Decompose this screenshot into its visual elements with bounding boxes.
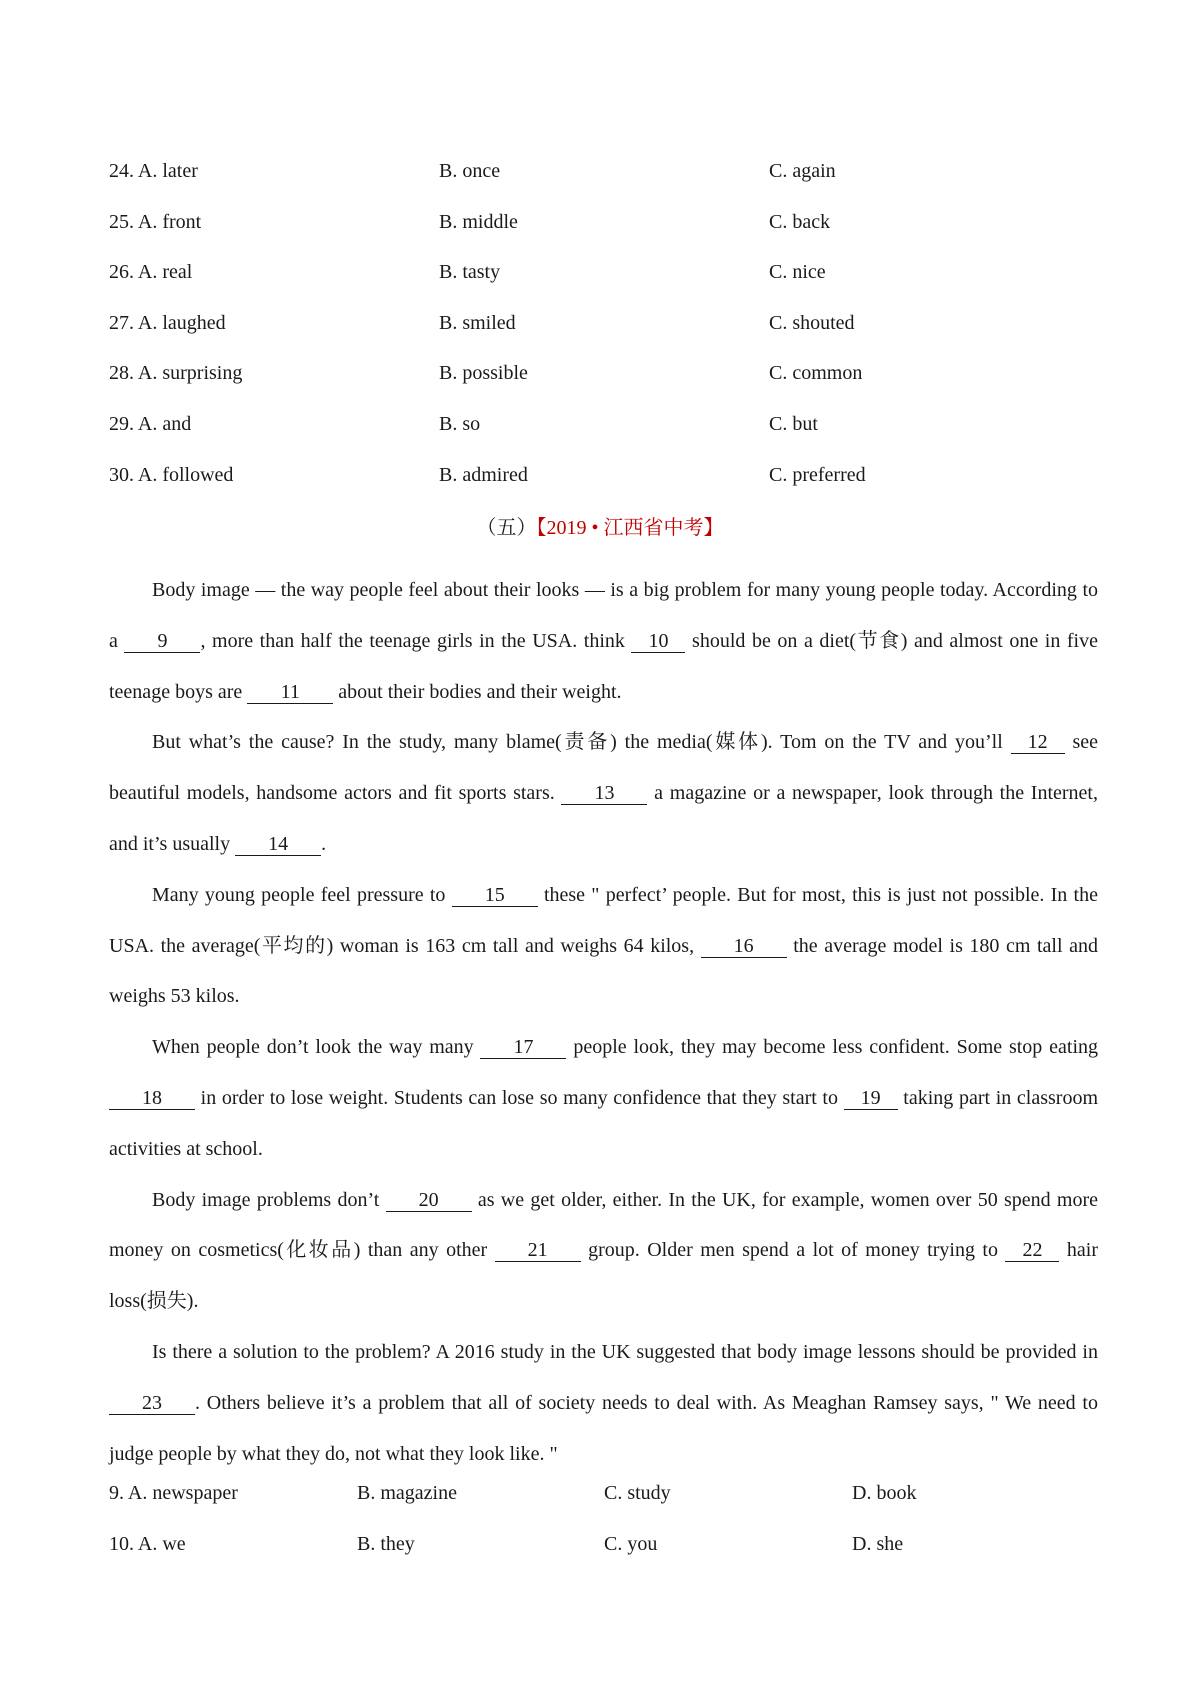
blank-13: 13 xyxy=(561,782,647,805)
passage-text: Body image problems don’t xyxy=(152,1188,386,1211)
option-b: B. possible xyxy=(439,362,528,384)
blank-10: 10 xyxy=(631,630,685,653)
option-a: 9. A. newspaper xyxy=(109,1482,238,1504)
blank-17: 17 xyxy=(480,1036,566,1059)
option-b: B. tasty xyxy=(439,261,501,283)
option-a: 28. A. surprising xyxy=(109,362,243,384)
passage-text: in order to lose weight. Students can lose so many confidence that they start to xyxy=(195,1086,844,1109)
option-b: B. they xyxy=(357,1533,415,1555)
passage-text: the average model is 180 cm tall and weighs 53 kilos. xyxy=(109,934,1098,1008)
option-a: 30. A. followed xyxy=(109,464,234,486)
blank-11: 11 xyxy=(247,681,333,704)
passage-text: taking part in classroom activities at school. xyxy=(109,1086,1099,1160)
blank-9: 9 xyxy=(124,630,200,653)
paragraph-2 xyxy=(109,717,1098,869)
option-a: 27. A. laughed xyxy=(109,312,226,334)
section-source: 【2019 • 江西省中考】 xyxy=(536,517,724,539)
passage-text: . xyxy=(321,832,327,855)
passage-text: a magazine or a newspaper, look through the Internet, and it’s usually xyxy=(109,782,1098,855)
cloze-passage xyxy=(109,565,1098,1479)
option-c: C. common xyxy=(769,362,863,384)
option-c: C. again xyxy=(769,160,836,182)
passage-text: , more than half the teenage girls in the USA. think xyxy=(200,629,632,652)
blank-12: 12 xyxy=(1011,731,1065,754)
paragraph-4 xyxy=(109,1022,1098,1174)
option-a: 29. A. and xyxy=(109,413,192,435)
option-c: C. but xyxy=(769,413,818,435)
passage-text: people look, they may become less confident. Some stop eating xyxy=(566,1036,1098,1059)
option-b: B. admired xyxy=(439,464,528,486)
option-d: D. she xyxy=(852,1533,904,1555)
passage-text: When people don’t look the way many xyxy=(152,1036,481,1059)
paragraph-5 xyxy=(109,1175,1098,1327)
passage-text: Many young people feel pressure to xyxy=(152,883,452,906)
option-c: C. shouted xyxy=(769,312,855,334)
option-b: B. once xyxy=(439,160,501,182)
passage-text: Is there a solution to the problem? A 2016 study in the UK suggested that body image lessons should be provided in xyxy=(152,1340,1098,1363)
option-c: C. nice xyxy=(769,261,826,283)
option-b: B. magazine xyxy=(357,1482,457,1504)
option-d: D. book xyxy=(852,1482,917,1504)
paragraph-1 xyxy=(109,565,1098,717)
passage-text: about their bodies and their weight. xyxy=(333,680,622,703)
section-prefix: （五） xyxy=(476,517,537,539)
blank-15: 15 xyxy=(452,884,538,907)
passage-text: these " perfect’ people. But for most, this is just not possible. In the USA. the average(平均的) woman is 163 cm tall and weighs 64 kilos, xyxy=(109,883,1098,957)
option-c: C. preferred xyxy=(769,464,866,486)
blank-21: 21 xyxy=(495,1239,581,1262)
option-a: 26. A. real xyxy=(109,261,193,283)
option-a: 25. A. front xyxy=(109,211,202,233)
blank-14: 14 xyxy=(235,833,321,856)
passage-text: Body image — the way people feel about their looks — is a big problem for many young people today. According to a xyxy=(109,579,1098,652)
passage-text: group. Older men spend a lot of money trying to xyxy=(580,1239,1006,1262)
passage-text: . Others believe it’s a problem that all of society needs to deal with. As Meaghan Ramsey says, " We need to judge people by what they do, not what they look like. " xyxy=(109,1391,1098,1465)
blank-19: 19 xyxy=(844,1087,898,1110)
option-c: C. you xyxy=(604,1533,658,1555)
paragraph-6 xyxy=(109,1327,1098,1479)
option-b: B. middle xyxy=(439,211,518,233)
option-b: B. so xyxy=(439,413,481,435)
passage-text: But what’s the cause? In the study, many blame(责备) the media(媒体). Tom on the TV and you’ll xyxy=(152,731,1011,754)
blank-22: 22 xyxy=(1005,1239,1059,1262)
blank-20: 20 xyxy=(386,1189,472,1212)
option-c: C. study xyxy=(604,1482,671,1504)
blank-18: 18 xyxy=(109,1087,195,1110)
option-a: 24. A. later xyxy=(109,160,198,182)
option-b: B. smiled xyxy=(439,312,516,334)
blank-16: 16 xyxy=(701,935,787,958)
option-a: 10. A. we xyxy=(109,1533,186,1555)
passage-text: should be on a diet(节食) and almost one in five teenage boys are xyxy=(109,629,1098,703)
passage-text: hair loss(损失). xyxy=(109,1239,1099,1313)
passage-text: as we get older, either. In the UK, for example, women over 50 spend more money on cosmetics(化妆品) than any other xyxy=(109,1188,1099,1262)
section-heading xyxy=(0,513,1200,543)
paragraph-3 xyxy=(109,870,1098,1022)
option-c: C. back xyxy=(769,211,831,233)
blank-23: 23 xyxy=(109,1392,195,1415)
passage-text: see beautiful models, handsome actors and fit sports stars. xyxy=(109,731,1098,805)
